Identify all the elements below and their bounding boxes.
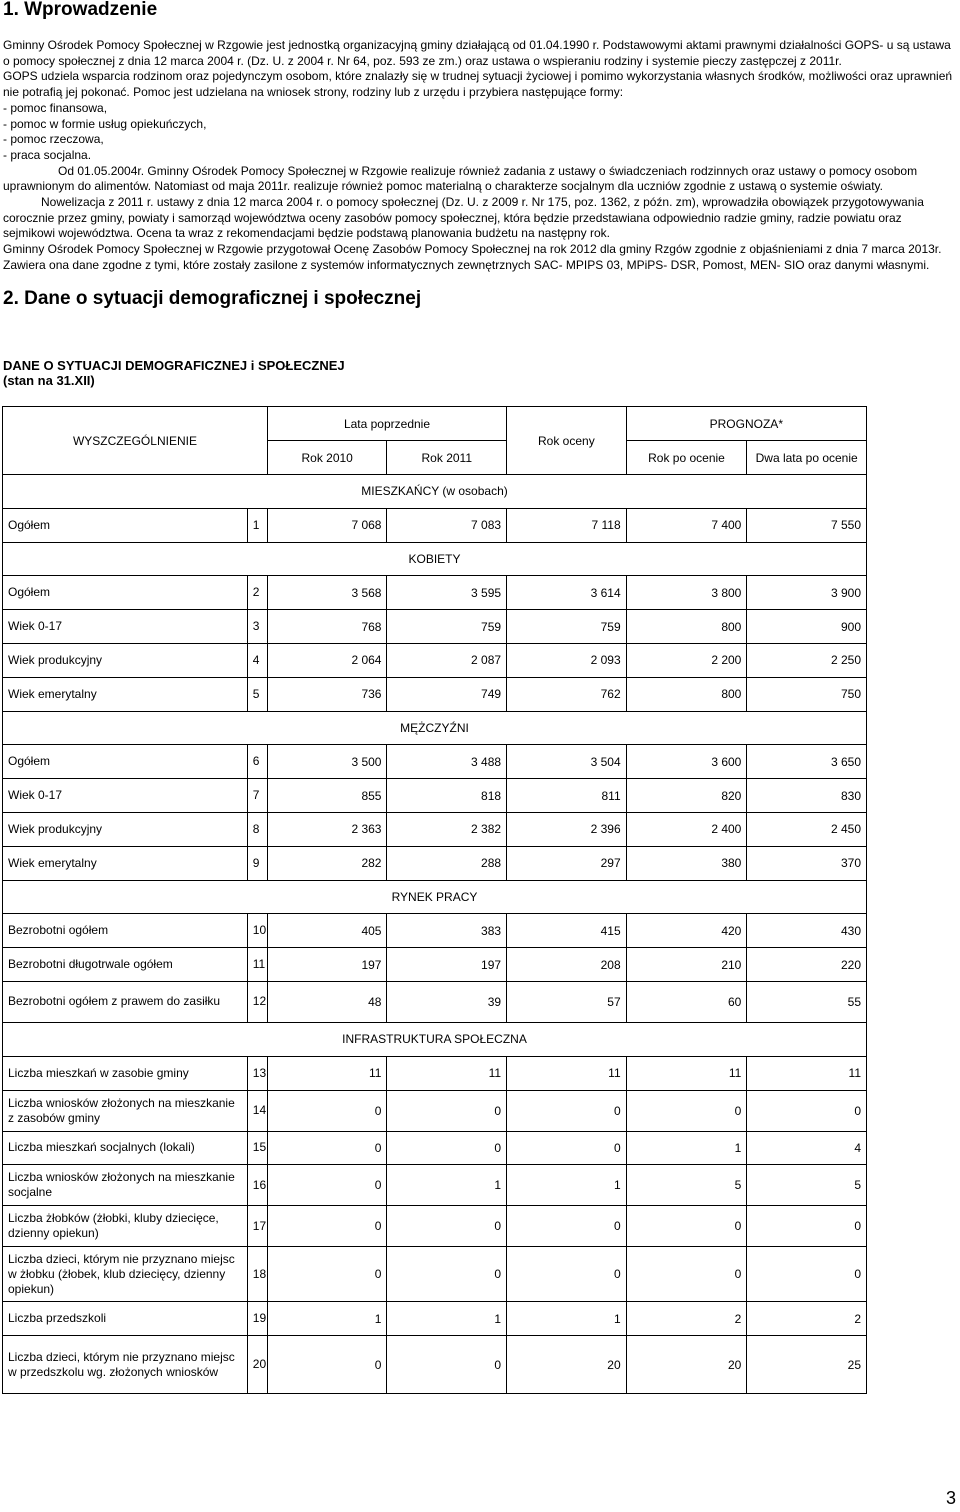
value-2010: 282: [267, 846, 387, 880]
section-header-rynek-pracy: RYNEK PRACY: [3, 880, 867, 914]
value-rok-po-ocenie: 420: [626, 914, 747, 948]
value-dwa-lata: 2 450: [747, 812, 867, 846]
aid-form-item: - praca socjalna.: [3, 147, 92, 162]
value-2010: 405: [267, 914, 387, 948]
value-rok-po-ocenie: 2 400: [626, 812, 747, 846]
row-label: Liczba wniosków złożonych na mieszkanie socjalne: [3, 1165, 248, 1206]
value-rok-po-ocenie: 5: [626, 1165, 747, 1206]
value-2010: 197: [267, 948, 387, 982]
value-rok-oceny: 11: [507, 1056, 627, 1090]
header-rok-po-ocenie: Rok po ocenie: [626, 441, 747, 475]
value-rok-oceny: 1: [507, 1165, 627, 1206]
value-2010: 736: [267, 677, 387, 711]
value-rok-po-ocenie: 380: [626, 846, 747, 880]
value-2011: 39: [387, 981, 507, 1022]
row-label: Bezrobotni ogółem z prawem do zasiłku: [3, 981, 248, 1022]
value-rok-oceny: 2 396: [507, 812, 627, 846]
row-number: 13: [247, 1056, 267, 1090]
value-dwa-lata: 4: [747, 1131, 867, 1165]
value-dwa-lata: 430: [747, 914, 867, 948]
row-number: 4: [247, 643, 267, 677]
row-label: Wiek emerytalny: [3, 846, 248, 880]
header-dwa-lata: Dwa lata po ocenie: [747, 441, 867, 475]
row-label: Bezrobotni ogółem: [3, 914, 248, 948]
table-row: [3, 1090, 867, 1131]
value-rok-oceny: 0: [507, 1090, 627, 1131]
value-2010: 3 500: [267, 745, 387, 779]
value-rok-oceny: 3 614: [507, 576, 627, 610]
section-header-infrastruktura: INFRASTRUKTURA SPOŁECZNA: [3, 1022, 867, 1056]
row-label: Liczba dzieci, którym nie przyznano miejsc w żłobku (żłobek, klub dziecięcy, dzienny opiekun): [3, 1247, 248, 1302]
value-dwa-lata: 7 550: [747, 508, 867, 542]
value-rok-oceny: 297: [507, 846, 627, 880]
value-rok-oceny: 2 093: [507, 643, 627, 677]
value-rok-oceny: 759: [507, 610, 627, 644]
header-lata-poprzednie: Lata poprzednie: [267, 407, 506, 441]
table-row: [3, 914, 867, 948]
value-rok-po-ocenie: 0: [626, 1247, 747, 1302]
value-2010: 11: [267, 1056, 387, 1090]
value-rok-oceny: 57: [507, 981, 627, 1022]
table-row: [3, 610, 867, 644]
row-number: 16: [247, 1165, 267, 1206]
row-label: Ogółem: [3, 745, 248, 779]
page-number: 3: [945, 1488, 956, 1508]
table-caption: [3, 358, 345, 388]
value-2011: 759: [387, 610, 507, 644]
value-2010: 0: [267, 1131, 387, 1165]
table-row: [3, 677, 867, 711]
intro-paragraph: Gminny Ośrodek Pomocy Społecznej w Rzgowie jest jednostką organizacyjną gminy działającą od 01.04.1990 r. Podstawowymi aktami prawnymi działalności GOPS- u są ustawa o pomocy społecznej z dnia 12 marca 2004 r. (Dz. U. z 2004 r. Nr 64, poz. 593 ze zm.) oraz ustawa o wspieraniu rodziny i systemie pieczy zastępczej z 2011r.: [3, 38, 951, 68]
section-header-row: [3, 711, 867, 745]
aid-form-item: - pomoc finansowa,: [3, 100, 108, 115]
value-2011: 749: [387, 677, 507, 711]
value-rok-oceny: 762: [507, 677, 627, 711]
value-2011: 3 595: [387, 576, 507, 610]
value-dwa-lata: 3 900: [747, 576, 867, 610]
value-rok-po-ocenie: 3 800: [626, 576, 747, 610]
row-number: 12: [247, 981, 267, 1022]
value-rok-po-ocenie: 0: [626, 1090, 747, 1131]
row-label: Ogółem: [3, 576, 248, 610]
row-number: 1: [247, 508, 267, 542]
row-label: Liczba dzieci, którym nie przyznano miejsc w przedszkolu wg. złożonych wniosków: [3, 1336, 248, 1394]
row-label: Liczba przedszkoli: [3, 1302, 248, 1336]
row-label: Wiek produkcyjny: [3, 643, 248, 677]
value-dwa-lata: 2 250: [747, 643, 867, 677]
value-2010: 768: [267, 610, 387, 644]
row-number: 19: [247, 1302, 267, 1336]
value-2011: 0: [387, 1247, 507, 1302]
row-number: 7: [247, 779, 267, 813]
table-row: [3, 1206, 867, 1247]
aid-form-item: - pomoc w formie usług opiekuńczych,: [3, 116, 207, 131]
value-rok-po-ocenie: 210: [626, 948, 747, 982]
header-prognoza: PROGNOZA*: [626, 407, 866, 441]
section-header-row: [3, 475, 867, 509]
row-number: 15: [247, 1131, 267, 1165]
value-2011: 1: [387, 1165, 507, 1206]
value-2010: 2 363: [267, 812, 387, 846]
row-number: 5: [247, 677, 267, 711]
table-row: [3, 745, 867, 779]
intro-text: [3, 38, 953, 274]
value-rok-oceny: 811: [507, 779, 627, 813]
section-header-mezczyzni: MĘŻCZYŹNI: [3, 711, 867, 745]
row-label: Liczba wniosków złożonych na mieszkanie z zasobów gminy: [3, 1090, 248, 1131]
value-dwa-lata: 5: [747, 1165, 867, 1206]
value-rok-oceny: 3 504: [507, 745, 627, 779]
table-row: [3, 508, 867, 542]
value-2010: 1: [267, 1302, 387, 1336]
value-2011: 197: [387, 948, 507, 982]
row-number: 17: [247, 1206, 267, 1247]
value-rok-po-ocenie: 60: [626, 981, 747, 1022]
intro-paragraph: GOPS udziela wsparcia rodzinom oraz pojedynczym osobom, które znalazły się w trudnej sytuacji życiowej i pomimo wykorzystania własnych środków, możliwości oraz uprawnień nie potrafią jej pokonać. Pomoc jest udzielana na wniosek strony, rodziny lub z urzędu i przybiera następujące formy:: [3, 69, 953, 100]
table-row: [3, 948, 867, 982]
section-header-row: [3, 880, 867, 914]
section-1-title: 1. Wprowadzenie: [3, 0, 158, 20]
row-number: 9: [247, 846, 267, 880]
header-rok-2010: Rok 2010: [267, 441, 387, 475]
table-row: [3, 576, 867, 610]
value-2010: 0: [267, 1336, 387, 1394]
row-number: 6: [247, 745, 267, 779]
value-dwa-lata: 750: [747, 677, 867, 711]
value-rok-po-ocenie: 20: [626, 1336, 747, 1394]
table-row: [3, 779, 867, 813]
intro-paragraph: Od 01.05.2004r. Gminny Ośrodek Pomocy Społecznej w Rzgowie realizuje również zadania z ustawy o świadczeniach rodzinnych oraz ustawy o pomocy osobom uprawnionym do alimentów. Natomiast od maja 2011r. realizuje również pomoc materialną o charakterze socjalnym dla uczniów zgodnie z ustawą o systemie oświaty.: [3, 163, 918, 194]
value-rok-po-ocenie: 800: [626, 677, 747, 711]
value-dwa-lata: 0: [747, 1206, 867, 1247]
table-row: [3, 643, 867, 677]
value-2011: 0: [387, 1206, 507, 1247]
value-dwa-lata: 55: [747, 981, 867, 1022]
value-2010: 3 568: [267, 576, 387, 610]
value-dwa-lata: 3 650: [747, 745, 867, 779]
value-dwa-lata: 0: [747, 1090, 867, 1131]
value-dwa-lata: 25: [747, 1336, 867, 1394]
value-dwa-lata: 11: [747, 1056, 867, 1090]
value-2011: 2 382: [387, 812, 507, 846]
row-number: 3: [247, 610, 267, 644]
value-2010: 0: [267, 1206, 387, 1247]
value-2011: 3 488: [387, 745, 507, 779]
table-row: [3, 812, 867, 846]
row-number: 2: [247, 576, 267, 610]
value-rok-oceny: 20: [507, 1336, 627, 1394]
row-label: Liczba mieszkań w zasobie gminy: [3, 1056, 248, 1090]
value-2010: 0: [267, 1090, 387, 1131]
section-2-title: 2. Dane o sytuacji demograficznej i społecznej: [3, 288, 422, 309]
section-header-kobiety: KOBIETY: [3, 542, 867, 576]
value-rok-oceny: 7 118: [507, 508, 627, 542]
table-row: [3, 1165, 867, 1206]
section-header-row: [3, 542, 867, 576]
value-rok-po-ocenie: 800: [626, 610, 747, 644]
demographic-table: [2, 406, 867, 1394]
row-number: 14: [247, 1090, 267, 1131]
row-label: Liczba żłobków (żłobki, kluby dziecięce, dzienny opiekun): [3, 1206, 248, 1247]
table-row: [3, 1247, 867, 1302]
value-2011: 2 087: [387, 643, 507, 677]
value-2010: 7 068: [267, 508, 387, 542]
table-row: [3, 1302, 867, 1336]
row-number: 10: [247, 914, 267, 948]
row-label: Bezrobotni długotrwale ogółem: [3, 948, 248, 982]
value-dwa-lata: 830: [747, 779, 867, 813]
header-rok-oceny: Rok oceny: [507, 407, 627, 475]
row-label: Liczba mieszkań socjalnych (lokali): [3, 1131, 248, 1165]
value-dwa-lata: 2: [747, 1302, 867, 1336]
value-2011: 0: [387, 1336, 507, 1394]
row-label: Ogółem: [3, 508, 248, 542]
row-number: 11: [247, 948, 267, 982]
value-2010: 855: [267, 779, 387, 813]
value-rok-oceny: 415: [507, 914, 627, 948]
row-label: Wiek emerytalny: [3, 677, 248, 711]
value-2010: 2 064: [267, 643, 387, 677]
value-rok-oceny: 0: [507, 1131, 627, 1165]
value-2010: 48: [267, 981, 387, 1022]
row-number: 18: [247, 1247, 267, 1302]
table-row: [3, 1056, 867, 1090]
table-row: [3, 1131, 867, 1165]
value-rok-po-ocenie: 2: [626, 1302, 747, 1336]
value-2011: 7 083: [387, 508, 507, 542]
value-rok-po-ocenie: 11: [626, 1056, 747, 1090]
value-2011: 383: [387, 914, 507, 948]
table-row: [3, 981, 867, 1022]
value-dwa-lata: 370: [747, 846, 867, 880]
value-rok-po-ocenie: 2 200: [626, 643, 747, 677]
header-wyszczegolnienie: WYSZCZEGÓLNIENIE: [3, 407, 268, 475]
row-number: 20: [247, 1336, 267, 1394]
row-label: Wiek 0-17: [3, 779, 248, 813]
value-rok-oceny: 208: [507, 948, 627, 982]
value-rok-po-ocenie: 820: [626, 779, 747, 813]
value-2011: 818: [387, 779, 507, 813]
value-rok-oceny: 0: [507, 1247, 627, 1302]
row-label: Wiek 0-17: [3, 610, 248, 644]
table-caption-line: DANE O SYTUACJI DEMOGRAFICZNEJ i SPOŁECZNEJ: [3, 358, 345, 373]
table-row: [3, 846, 867, 880]
value-rok-po-ocenie: 7 400: [626, 508, 747, 542]
value-rok-oceny: 1: [507, 1302, 627, 1336]
row-number: 8: [247, 812, 267, 846]
aid-form-item: - pomoc rzeczowa,: [3, 132, 104, 147]
section-header-row: [3, 1022, 867, 1056]
value-2011: 0: [387, 1090, 507, 1131]
value-2010: 0: [267, 1165, 387, 1206]
value-rok-po-ocenie: 1: [626, 1131, 747, 1165]
value-2011: 1: [387, 1302, 507, 1336]
row-label: Wiek produkcyjny: [3, 812, 248, 846]
value-2011: 288: [387, 846, 507, 880]
value-2010: 0: [267, 1247, 387, 1302]
value-rok-po-ocenie: 3 600: [626, 745, 747, 779]
value-2011: 0: [387, 1131, 507, 1165]
intro-paragraph: Nowelizacja z 2011 r. ustawy z dnia 12 marca 2004 r. o pomocy społecznej (Dz. U. z 2009 r. Nr 175, poz. 1362, z późn. zm), wprowadziła obowiązek przygotowywania corocznie przez gminy, powiaty i samorząd województwa oceny zasobów pomocy społecznej, która będzie przedstawiana odpowiednio radzie gminy, radzie powiatu oraz sejmikowi województwa. Ocena ta wraz z rekomendacjami będzie podstawą planowania budżetu na następny rok.: [3, 195, 924, 241]
table-row: [3, 1336, 867, 1394]
table-caption-line: (stan na 31.XII): [3, 373, 95, 388]
intro-paragraph: Gminny Ośrodek Pomocy Społecznej w Rzgowie przygotował Ocenę Zasobów Pomocy Społecznej na rok 2012 dla gminy Rzgów zgodnie z objaśnieniami z dnia 7 marca 2013r. Zawiera ona dane zgodne z tymi, które zostały zasilone z systemów informatycznych zewnętrznych SAC- MPIPS 03, MPiPS- DSR, Pomost, MEN- SIO oraz danymi własnymi.: [3, 242, 942, 272]
value-dwa-lata: 220: [747, 948, 867, 982]
value-2011: 11: [387, 1056, 507, 1090]
value-rok-po-ocenie: 0: [626, 1206, 747, 1247]
value-rok-oceny: 0: [507, 1206, 627, 1247]
value-dwa-lata: 0: [747, 1247, 867, 1302]
header-row: [3, 407, 867, 441]
section-header-mieszkancy: MIESZKAŃCY (w osobach): [3, 475, 867, 509]
value-dwa-lata: 900: [747, 610, 867, 644]
header-rok-2011: Rok 2011: [387, 441, 507, 475]
